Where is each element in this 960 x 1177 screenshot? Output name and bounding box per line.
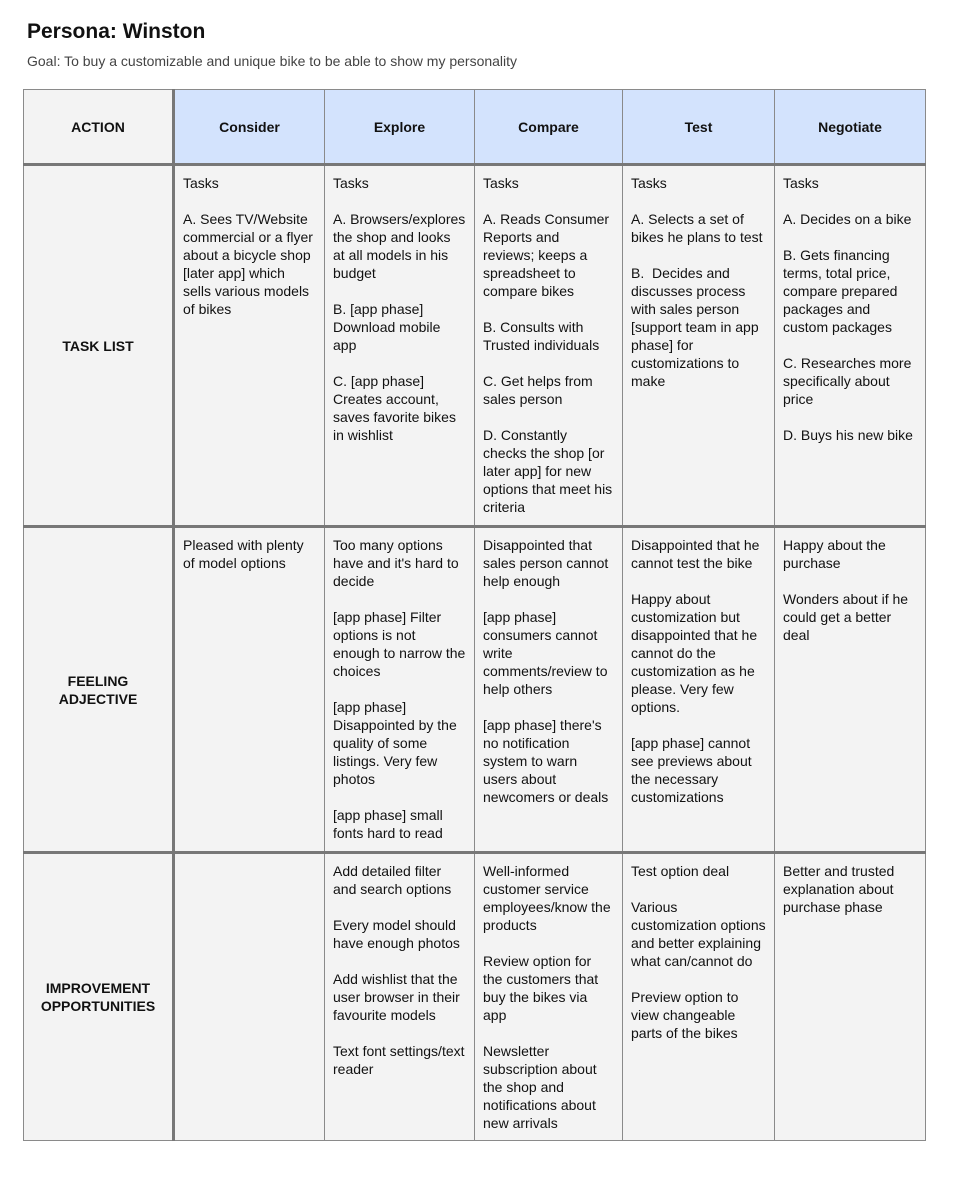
goal-subtitle: Goal: To buy a customizable and unique bike to be able to show my personality — [27, 53, 518, 69]
task-cell-explore: Tasks A. Browsers/explores the shop and looks at all models in his budget B. [app phase] Download mobile app C. [app phase] Creates account, saves favorite bikes in wishlist — [325, 165, 475, 527]
feeling-cell-test: Disappointed that he cannot test the bike Happy about customization but disappointed that he cannot do the customization as he please. Very few options. [app phase] cannot see previews about the necessary customizations — [623, 527, 775, 853]
row-label-feeling: FEELING ADJECTIVE — [24, 527, 174, 853]
improvement-cell-negotiate: Better and trusted explanation about purchase phase — [775, 853, 926, 1141]
improvement-cell-explore: Add detailed filter and search options Every model should have enough photos Add wishlist that the user browser in their favourite models Text font settings/text reader — [325, 853, 475, 1141]
feeling-cell-explore: Too many options have and it's hard to decide [app phase] Filter options is not enough to narrow the choices [app phase] Disappointed by the quality of some listings. Very few photos [app phase] small fonts hard to read — [325, 527, 475, 853]
improvement-row — [24, 853, 926, 1141]
stage-header-explore: Explore — [325, 90, 475, 165]
stage-header-consider: Consider — [174, 90, 325, 165]
header-row — [24, 90, 926, 165]
improvement-cell-consider — [174, 853, 325, 1141]
task-cell-test: Tasks A. Selects a set of bikes he plans to test B. Decides and discusses process with sales person [support team in app phase] for customizations to make — [623, 165, 775, 527]
feeling-row — [24, 527, 926, 853]
stage-header-negotiate: Negotiate — [775, 90, 926, 165]
row-label-task-list: TASK LIST — [24, 165, 174, 527]
improvement-cell-test: Test option deal Various customization options and better explaining what can/cannot do Preview option to view changeable parts of the bikes — [623, 853, 775, 1141]
task-cell-compare: Tasks A. Reads Consumer Reports and reviews; keeps a spreadsheet to compare bikes B. Consults with Trusted individuals C. Get helps from sales person D. Constantly checks the shop [or later app] for new options that meet his criteria — [475, 165, 623, 527]
page-title: Persona: Winston — [27, 20, 206, 43]
feeling-cell-consider: Pleased with plenty of model options — [174, 527, 325, 853]
stage-header-test: Test — [623, 90, 775, 165]
row-label-improvement: IMPROVEMENT OPPORTUNITIES — [24, 853, 174, 1141]
action-header: ACTION — [24, 90, 174, 165]
stage-header-compare: Compare — [475, 90, 623, 165]
task-cell-negotiate: Tasks A. Decides on a bike B. Gets financing terms, total price, compare prepared packages and custom packages C. Researches more specifically about price D. Buys his new bike — [775, 165, 926, 527]
feeling-cell-negotiate: Happy about the purchase Wonders about if he could get a better deal — [775, 527, 926, 853]
task-cell-consider: Tasks A. Sees TV/Website commercial or a flyer about a bicycle shop [later app] which sells various models of bikes — [174, 165, 325, 527]
journey-map-table — [23, 89, 926, 1141]
task-list-row — [24, 165, 926, 527]
improvement-cell-compare: Well-informed customer service employees/know the products Review option for the customers that buy the bikes via app Newsletter subscription about the shop and notifications about new arrivals — [475, 853, 623, 1141]
feeling-cell-compare: Disappointed that sales person cannot help enough [app phase] consumers cannot write comments/review to help others [app phase] there's no notification system to warn users about newcomers or deals — [475, 527, 623, 853]
